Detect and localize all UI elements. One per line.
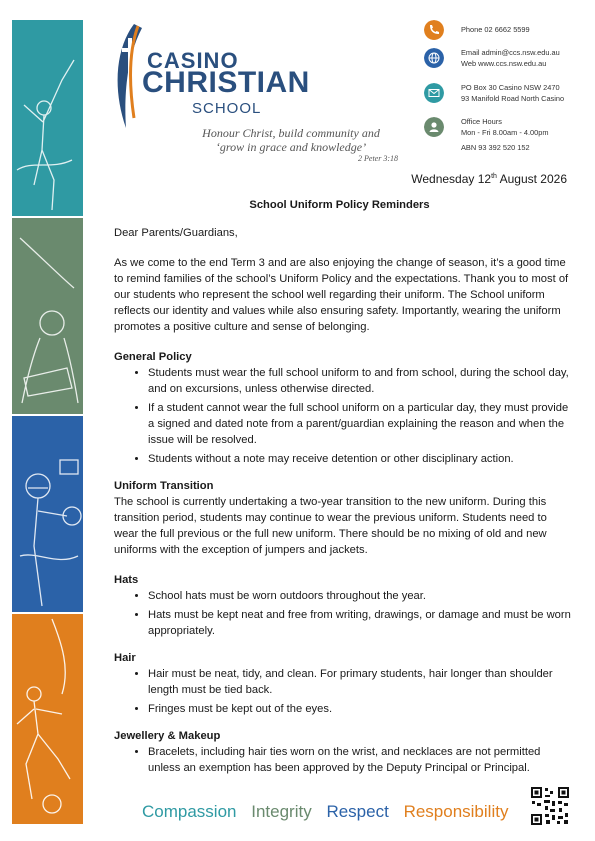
list-item: • Hats must be kept neat and free from writing, drawings, or damage and must be worn appropriately. <box>148 607 572 639</box>
globe-icon <box>424 48 444 68</box>
side-band-blue <box>12 416 83 612</box>
school-motto <box>186 126 396 164</box>
uniform-transition-heading: Uniform Transition <box>114 480 214 492</box>
letter-body <box>114 225 572 779</box>
phone-text[interactable]: Phone 02 6662 5599 <box>461 25 530 34</box>
motto-line-1: Honour Christ, build community and <box>202 126 380 140</box>
motto-reference: 2 Peter 3:18 <box>358 154 398 163</box>
list-item: • Students must wear the full school uniform to and from school, during the school day, and on excursions, unless otherwise directed. <box>148 365 572 397</box>
letter-date: Wednesday 12th August 2026 <box>411 172 567 186</box>
salutation: Dear Parents/Guardians, <box>114 227 238 239</box>
list-item: • Bracelets, including hair ties worn on the wrist, and necklaces are not permitted unless an exemption has been approved by the Deputy Principal or Principal. <box>148 744 572 776</box>
science-student-illustration-icon <box>12 416 83 612</box>
general-policy-heading: General Policy <box>114 351 192 363</box>
school-values <box>142 802 518 822</box>
hats-list <box>114 588 572 639</box>
general-policy-list <box>114 365 572 467</box>
logo-school: SCHOOL <box>192 100 262 117</box>
value-compassion: Compassion <box>142 802 237 821</box>
qr-code-icon[interactable] <box>530 786 570 826</box>
hats-heading: Hats <box>114 574 139 586</box>
hair-heading: Hair <box>114 652 136 664</box>
list-item: • School hats must be worn outdoors throughout the year. <box>148 588 572 604</box>
intro-paragraph: As we come to the end Term 3 and are also enjoying the change of season, it’s a good time to remind families of the school’s Uniform Policy and the expectations. Thank you to most of our students who represent the school well regarding their uniform. The School uniform reflects our identity and values while also ensuring safety. Importantly, wearing the uniform promotes a positive culture and sense of belonging. <box>114 257 569 333</box>
hours-label: Office Hours <box>461 117 502 126</box>
value-respect: Respect <box>326 802 389 821</box>
hours-text: Mon - Fri 8.00am - 4.00pm <box>461 127 549 137</box>
logo-christian: CHRISTIAN <box>142 66 310 99</box>
motto-line-2: ‘grow in grace and knowledge’ <box>215 140 367 154</box>
athlete-illustration-icon <box>12 20 83 216</box>
value-integrity: Integrity <box>251 802 312 821</box>
mail-icon <box>424 83 444 103</box>
list-item: • Students without a note may receive detention or other disciplinary action. <box>148 451 572 467</box>
list-item: • Hair must be neat, tidy, and clean. For primary students, hair longer than shoulder length must be tied back. <box>148 666 572 698</box>
side-band-green <box>12 218 83 414</box>
abn-text: ABN 93 392 520 152 <box>461 143 530 152</box>
hair-list <box>114 666 572 717</box>
uniform-transition-text: The school is currently undertaking a two-year transition to the new uniform. During this transition period, students may continue to wear the previous uniform. Students need to wear the full previous or the full new uniform. There should be no mixing of old and new uniforms with the exception of jumpers and jackets. <box>114 496 547 556</box>
list-item: • Fringes must be kept out of the eyes. <box>148 701 572 717</box>
web-text[interactable]: Web www.ccs.nsw.edu.au <box>461 58 547 68</box>
logo-casino: CASINO <box>147 48 239 73</box>
street-text: 93 Manifold Road North Casino <box>461 93 565 103</box>
list-item: • If a student cannot wear the full school uniform on a particular day, they must provide a signed and dated note from a parent/guardian explaining the reason and when the issue will be resolved. <box>148 400 572 448</box>
student-reading-illustration-icon <box>12 218 83 414</box>
soccer-player-illustration-icon <box>12 614 83 824</box>
po-box-text: PO Box 30 Casino NSW 2470 <box>461 83 560 92</box>
person-icon <box>424 117 444 137</box>
side-band-teal <box>12 20 83 216</box>
email-text[interactable]: Email admin@ccs.nsw.edu.au <box>461 48 560 57</box>
phone-icon <box>424 20 444 40</box>
jewellery-heading: Jewellery & Makeup <box>114 730 221 742</box>
jewellery-list <box>114 744 572 776</box>
letter-title: School Uniform Policy Reminders <box>249 199 430 211</box>
side-band-orange <box>12 614 83 824</box>
value-responsibility: Responsibility <box>403 802 509 821</box>
